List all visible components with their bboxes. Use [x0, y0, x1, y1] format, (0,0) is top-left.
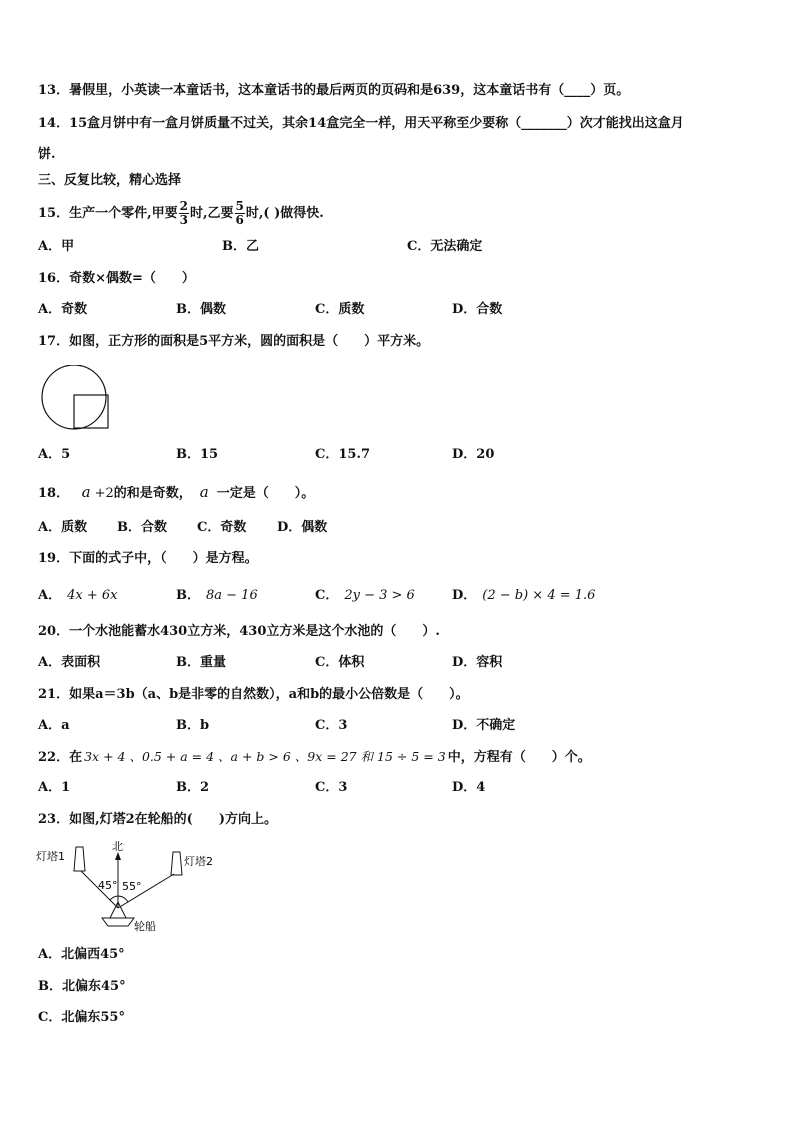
question-17: 17．如图，正方形的面积是5平方米，圆的面积是（ ）平方米。 — [38, 334, 430, 349]
q21-option-c[interactable]: C．3 — [315, 718, 348, 733]
q17-option-a[interactable]: A．5 — [38, 447, 71, 462]
angle-45-label: 45° — [98, 879, 118, 892]
question-13: 13．暑假里，小英读一本童话书，这本童话书的最后两页的页码和是639，这本童话书有（____）页。 — [38, 83, 630, 98]
lighthouse-1-label: 灯塔1 — [36, 850, 65, 863]
q18-option-b[interactable]: B．合数 — [117, 520, 167, 535]
q21-option-d[interactable]: D．不确定 — [452, 718, 516, 733]
q16-option-a[interactable]: A．奇数 — [38, 302, 88, 317]
q19-option-a[interactable]: A． 4x + 6x — [38, 588, 118, 603]
north-arrow-icon — [115, 852, 121, 860]
q20-option-c[interactable]: C．体积 — [315, 655, 365, 670]
circle-square-figure — [38, 365, 114, 431]
q20-option-a[interactable]: A．表面积 — [38, 655, 101, 670]
q23-option-b[interactable]: B．北偏东45° — [38, 979, 126, 994]
question-22: 22．在 3x + 4 、0.5 + a = 4 、a + b > 6 、9x = 27 和 15 ÷ 5 = 3 中，方程有（ ）个。 — [38, 749, 591, 765]
question-14: 14．15盒月饼中有一盒月饼质量不过关，其余14盒完全一样，用天平称至少要称（_______）次才能找出这盒月 — [38, 116, 684, 131]
q15-option-b[interactable]: B．乙 — [222, 239, 259, 254]
ship-label: 轮船 — [134, 920, 156, 933]
q21-option-b[interactable]: B．b — [176, 718, 210, 733]
question-18: 18． a +2的和是奇数， a 一定是（ ）。 — [38, 483, 315, 501]
q18-option-a[interactable]: A．质数 — [38, 520, 88, 535]
question-21: 21．如果a＝3b（a、b是非零的自然数），a和b的最小公倍数是（ ）。 — [38, 687, 469, 702]
question-14-continued: 饼. — [38, 147, 56, 162]
q23-option-c[interactable]: C．北偏东55° — [38, 1010, 125, 1025]
q19-option-d[interactable]: D． (2 − b) × 4 = 1.6 — [452, 588, 596, 603]
q17-option-c[interactable]: C．15.7 — [315, 447, 371, 462]
fraction-5-6: $\frac{5}{6}$ — [235, 199, 244, 227]
section-title: 三、反复比较，精心选择 — [38, 173, 182, 188]
q20-option-b[interactable]: B．重量 — [176, 655, 226, 670]
q21-option-a[interactable]: A．a — [38, 718, 70, 733]
q19-option-b[interactable]: B． 8a − 16 — [176, 588, 258, 603]
lighthouse-diagram — [36, 838, 226, 936]
q15-option-c[interactable]: C．无法确定 — [407, 239, 483, 254]
q19-option-c[interactable]: C． 2y − 3 > 6 — [315, 588, 415, 603]
q18-option-d[interactable]: D．偶数 — [277, 520, 328, 535]
question-19: 19．下面的式子中，（ ）是方程。 — [38, 551, 258, 566]
q18-option-c[interactable]: C．奇数 — [197, 520, 247, 535]
q22-option-d[interactable]: D．4 — [452, 780, 486, 795]
q22-option-a[interactable]: A．1 — [38, 780, 71, 795]
fraction-2-3: $\frac{2}{3}$ — [179, 199, 188, 227]
lighthouse-1-icon — [74, 847, 85, 871]
north-label: 北 — [112, 840, 123, 853]
question-20: 20．一个水池能蓄水430立方米，430立方米是这个水池的（ ）. — [38, 624, 440, 639]
question-23: 23．如图,灯塔2在轮船的( )方向上。 — [38, 812, 277, 827]
q16-option-b[interactable]: B．偶数 — [176, 302, 226, 317]
q22-option-b[interactable]: B．2 — [176, 780, 210, 795]
q22-option-c[interactable]: C．3 — [315, 780, 348, 795]
question-15: 15．生产一个零件,甲要 $\frac{2}{3}$ 时,乙要 $\frac{5}{6}$ 时,( )做得快. — [38, 199, 324, 227]
lighthouse-2-label: 灯塔2 — [184, 855, 213, 868]
q23-option-a[interactable]: A．北偏西45° — [38, 947, 125, 962]
q17-option-d[interactable]: D．20 — [452, 447, 495, 462]
q17-option-b[interactable]: B．15 — [176, 447, 219, 462]
lighthouse-2-icon — [171, 852, 182, 875]
angle-arc-right — [118, 896, 128, 902]
angle-55-label: 55° — [122, 880, 142, 893]
question-16: 16．奇数×偶数=（ ） — [38, 271, 195, 286]
ship-hull-icon — [102, 918, 134, 926]
q20-option-d[interactable]: D．容积 — [452, 655, 503, 670]
angle-arc-left — [110, 896, 118, 900]
q16-option-c[interactable]: C．质数 — [315, 302, 365, 317]
q16-option-d[interactable]: D．合数 — [452, 302, 503, 317]
q15-option-a[interactable]: A．甲 — [38, 239, 75, 254]
